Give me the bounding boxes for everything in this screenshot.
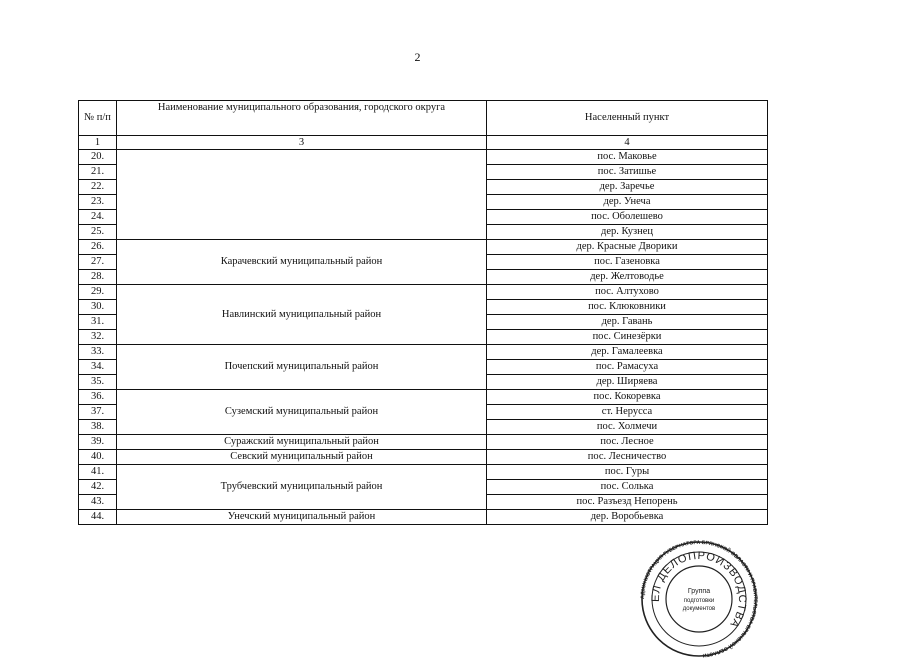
municipality-cell: Унечский муниципальный район xyxy=(117,510,487,525)
settlement-cell: ст. Нерусса xyxy=(487,405,768,420)
settlement-cell: дер. Желтоводье xyxy=(487,270,768,285)
row-number: 44. xyxy=(79,510,117,525)
row-number: 39. xyxy=(79,435,117,450)
municipality-cell: Навлинский муниципальный район xyxy=(117,285,487,345)
table-row xyxy=(79,465,768,480)
settlement-cell: дер. Гавань xyxy=(487,315,768,330)
settlement-cell: пос. Клюковники xyxy=(487,300,768,315)
table-row xyxy=(79,240,768,255)
row-number: 38. xyxy=(79,420,117,435)
municipality-cell: Суражский муниципальный район xyxy=(117,435,487,450)
settlement-cell: пос. Лесничество xyxy=(487,450,768,465)
settlement-cell: пос. Оболешево xyxy=(487,210,768,225)
municipality-cell xyxy=(117,150,487,240)
municipality-cell: Трубчевский муниципальный район xyxy=(117,465,487,510)
table-row xyxy=(79,510,768,525)
municipality-cell: Суземский муниципальный район xyxy=(117,390,487,435)
header-settlement: Населенный пункт xyxy=(487,101,768,136)
row-number: 43. xyxy=(79,495,117,510)
column-index-3: 3 xyxy=(117,136,487,150)
column-index-1: 1 xyxy=(79,136,117,150)
settlement-cell: пос. Газеновка xyxy=(487,255,768,270)
settlement-cell: пос. Лесное xyxy=(487,435,768,450)
settlement-cell: дер. Кузнец xyxy=(487,225,768,240)
row-number: 41. xyxy=(79,465,117,480)
row-number: 26. xyxy=(79,240,117,255)
row-number: 25. xyxy=(79,225,117,240)
header-number: № п/п xyxy=(79,101,117,136)
settlement-cell: пос. Маковье xyxy=(487,150,768,165)
settlement-cell: пос. Синезёрки xyxy=(487,330,768,345)
municipality-cell: Карачевский муниципальный район xyxy=(117,240,487,285)
department-stamp xyxy=(640,540,758,658)
stamp-line-2: подготовки xyxy=(683,598,715,604)
settlement-cell: пос. Гуры xyxy=(487,465,768,480)
table-row xyxy=(79,435,768,450)
row-number: 28. xyxy=(79,270,117,285)
header-municipality: Наименование муниципального образования, городского округа xyxy=(117,101,487,136)
page-number: 2 xyxy=(414,50,421,64)
settlement-cell: пос. Затишье xyxy=(487,165,768,180)
table-body xyxy=(79,150,768,525)
table-row xyxy=(79,285,768,300)
row-number: 20. xyxy=(79,150,117,165)
column-index-4: 4 xyxy=(487,136,768,150)
table-header-row xyxy=(79,101,768,136)
settlement-cell: пос. Солька xyxy=(487,480,768,495)
row-number: 30. xyxy=(79,300,117,315)
row-number: 40. xyxy=(79,450,117,465)
column-index-row xyxy=(79,136,768,150)
settlement-cell: дер. Гамалеевка xyxy=(487,345,768,360)
settlement-cell: дер. Заречье xyxy=(487,180,768,195)
row-number: 29. xyxy=(79,285,117,300)
settlement-cell: дер. Воробьевка xyxy=(487,510,768,525)
settlement-cell: дер. Унеча xyxy=(487,195,768,210)
table-row xyxy=(79,345,768,360)
row-number: 33. xyxy=(79,345,117,360)
row-number: 22. xyxy=(79,180,117,195)
row-number: 21. xyxy=(79,165,117,180)
settlement-cell: дер. Ширяева xyxy=(487,375,768,390)
row-number: 27. xyxy=(79,255,117,270)
stamp-ring-text: АДМИНИСТРАЦИЯ ГУБЕРНАТОРА БРЯНСКОЙ ОБЛАСТИ И ПРАВИТЕЛЬСТВА БРЯНСКОЙ ОБЛАСТИ xyxy=(640,540,758,658)
municipality-cell: Почепский муниципальный район xyxy=(117,345,487,390)
table-row xyxy=(79,390,768,405)
table-row xyxy=(79,150,768,165)
settlement-cell: пос. Холмечи xyxy=(487,420,768,435)
settlement-cell: пос. Рамасуха xyxy=(487,360,768,375)
settlement-cell: пос. Разъезд Непорень xyxy=(487,495,768,510)
row-number: 31. xyxy=(79,315,117,330)
stamp-line-3: документов xyxy=(682,606,716,612)
row-number: 35. xyxy=(79,375,117,390)
row-number: 34. xyxy=(79,360,117,375)
row-number: 24. xyxy=(79,210,117,225)
municipality-cell: Севский муниципальный район xyxy=(117,450,487,465)
row-number: 36. xyxy=(79,390,117,405)
row-number: 32. xyxy=(79,330,117,345)
settlement-cell: пос. Кокоревка xyxy=(487,390,768,405)
row-number: 23. xyxy=(79,195,117,210)
stamp-outer-text: ЕЛ ДЕЛОПРОИЗВОДСТВА xyxy=(649,549,749,631)
settlement-cell: дер. Красные Дворики xyxy=(487,240,768,255)
row-number: 37. xyxy=(79,405,117,420)
row-number: 42. xyxy=(79,480,117,495)
settlements-table xyxy=(78,100,768,525)
table-row xyxy=(79,450,768,465)
stamp-line-1: Группа xyxy=(687,588,711,595)
settlement-cell: пос. Алтухово xyxy=(487,285,768,300)
